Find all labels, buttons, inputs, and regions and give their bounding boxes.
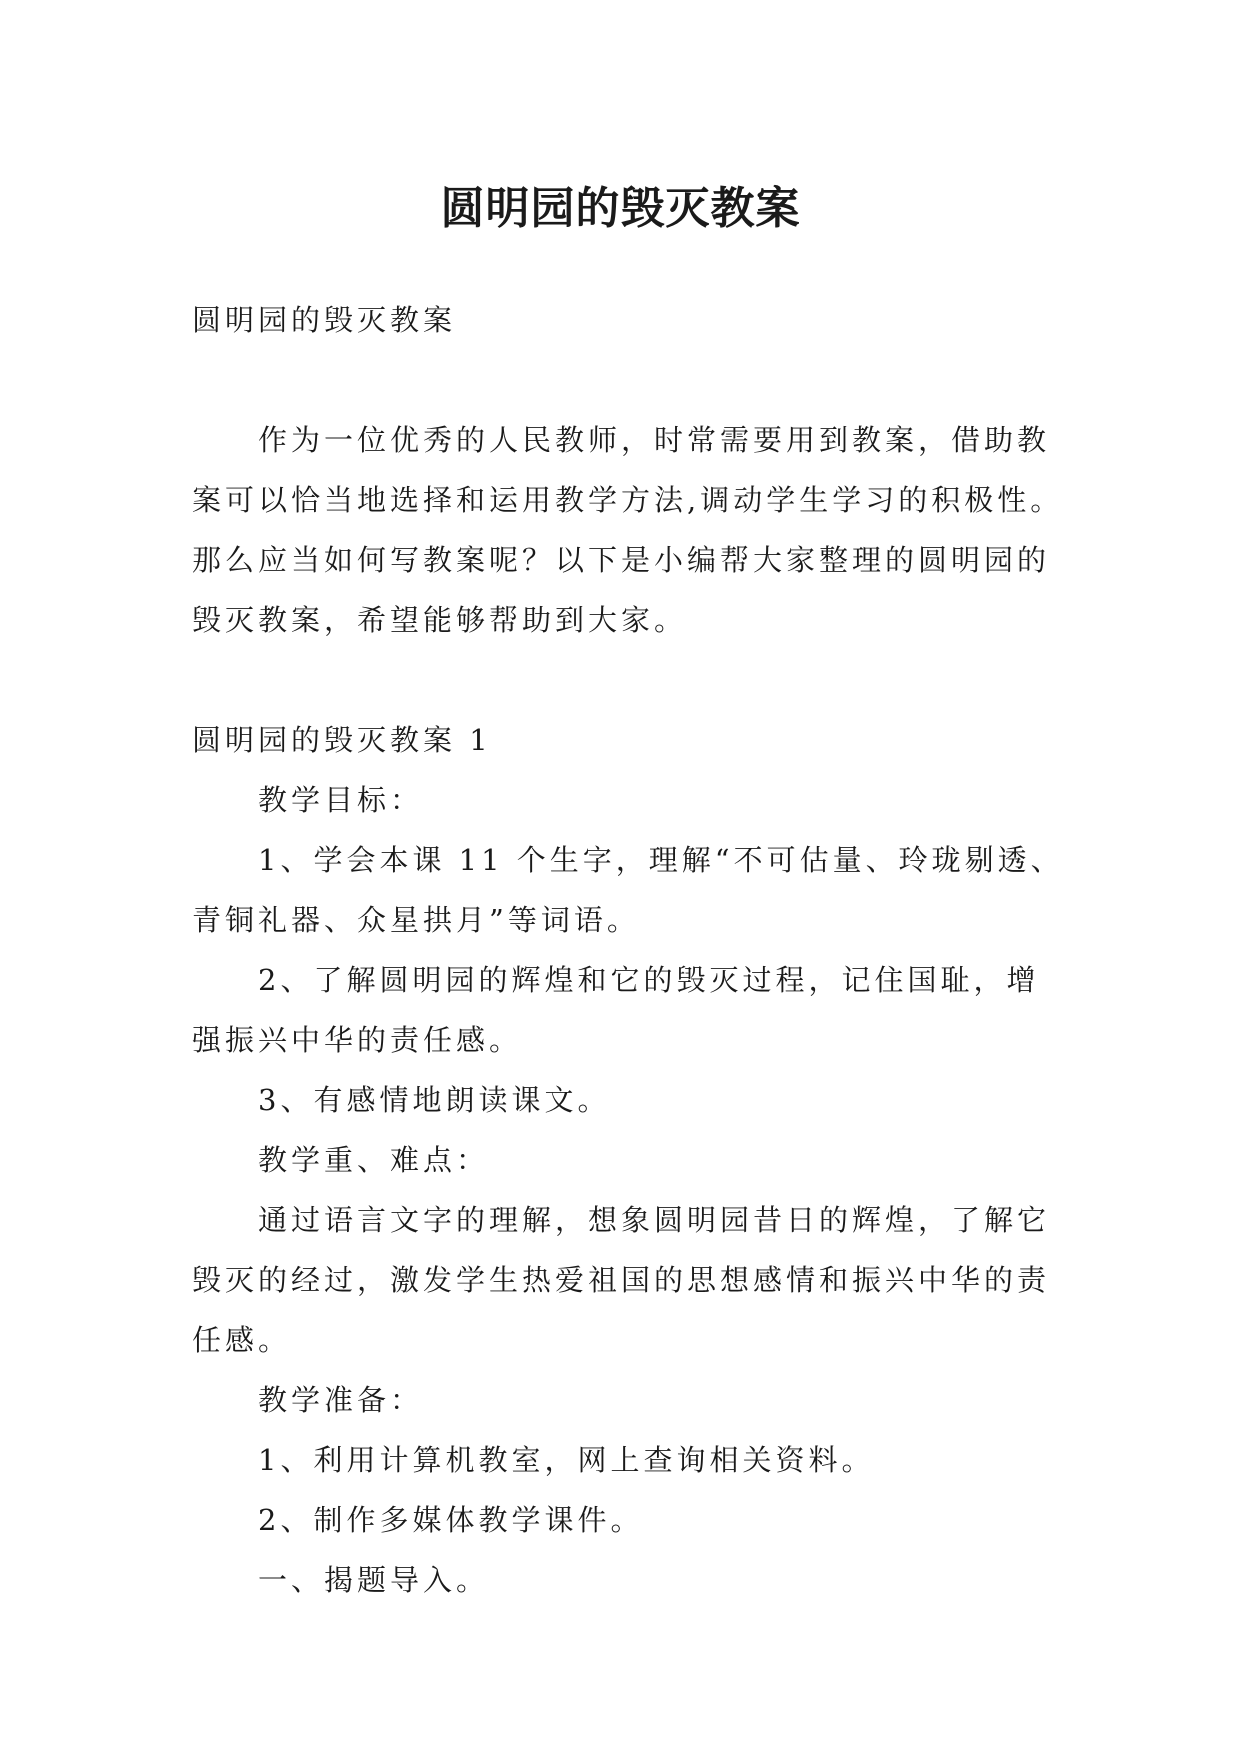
preparation-item-1: 1、利用计算机教室，网上查询相关资料。 [258,1443,875,1477]
preparation-item-2: 2、制作多媒体教学课件。 [258,1503,644,1537]
goal-item-1: 1、学会本课 11 个生字，理解“不可估量、玲珑剔透、青铜礼器、众星拱月”等词语。 [192,843,1064,937]
step-heading-1: 一、揭题导入。 [258,1563,490,1597]
document-title: 圆明园的毁灭教案 [440,183,801,235]
goal-item-2: 2、了解圆明园的辉煌和它的毁灭过程，记住国耻，增强振兴中华的责任感。 [192,963,1040,1057]
section-heading: 圆明园的毁灭教案 1 [192,723,492,757]
heading-key-points: 教学重、难点： [258,1143,490,1177]
document-body [192,290,1072,1610]
goal-item-3: 3、有感情地朗读课文。 [258,1083,611,1117]
document-subtitle: 圆明园的毁灭教案 [192,303,457,337]
key-points-paragraph: 通过语言文字的理解，想象圆明园昔日的辉煌，了解它毁灭的经过，激发学生热爱祖国的思想感情和振兴中华的责任感。 [192,1203,1051,1357]
heading-teaching-goals: 教学目标： [258,783,424,817]
heading-preparation: 教学准备： [258,1383,424,1417]
intro-paragraph: 作为一位优秀的人民教师，时常需要用到教案，借助教案可以恰当地选择和运用教学方法,调动学生学习的积极性。那么应当如何写教案呢？以下是小编帮大家整理的圆明园的毁灭教案，希望能够帮助到大家。 [192,423,1064,637]
